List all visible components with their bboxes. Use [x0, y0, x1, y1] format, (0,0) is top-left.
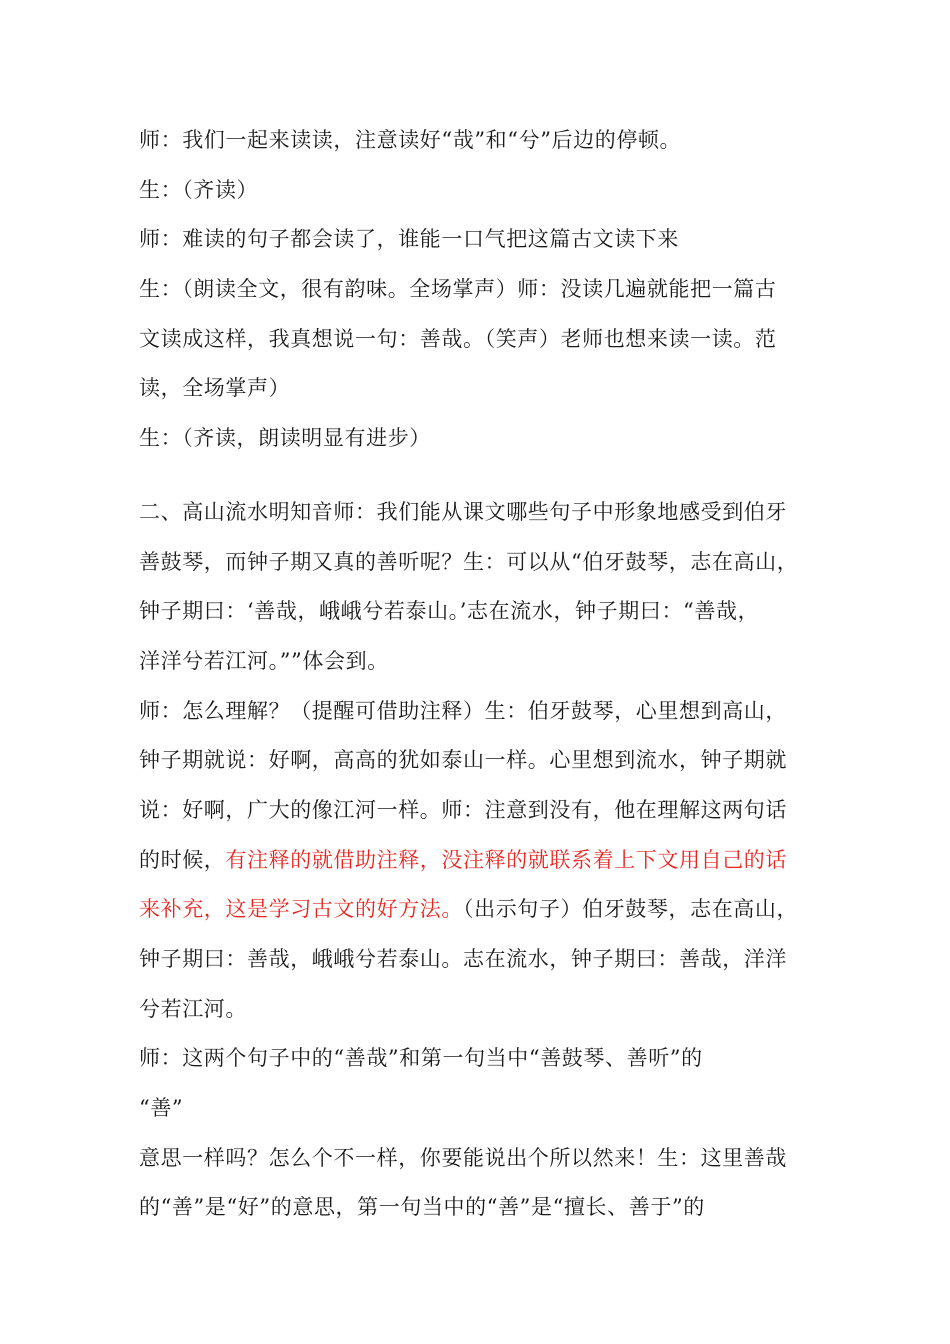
text-line: “善” [139, 1096, 184, 1121]
text-line: 读，全场掌声） [139, 376, 291, 401]
text-line: 师：难读的句子都会读了，谁能一口气把这篇古文读下来 [139, 227, 679, 252]
text-line: 二、高山流水明知音师：我们能从课文哪些句子中形象地感受到伯牙 [139, 499, 787, 524]
text-line: 洋洋兮若江河。””体会到。 [139, 648, 389, 673]
text-line: 师：这两个句子中的“善哉”和第一句当中“善鼓琴、善听”的 [139, 1046, 703, 1071]
paragraph-student-full-reading [139, 265, 829, 414]
text-line: 师：我们一起来读读，注意读好“哉”和“兮”后边的停顿。 [139, 128, 682, 152]
text-line: 钟子期就说：好啊，高高的犹如泰山一样。心里想到流水，钟子期就 [139, 748, 787, 773]
text-line [139, 836, 829, 886]
text-run: （出示句子）伯牙鼓琴，志在高山， [463, 897, 799, 922]
text-line: 兮若江河。 [139, 996, 247, 1021]
text-line: 意思一样吗？怎么个不一样，你要能说出个所以然来！生：这里善哉 [139, 1145, 787, 1170]
text-line: 说：好啊，广大的像江河一样。师：注意到没有，他在理解这两句话 [139, 797, 787, 822]
paragraph-section-two [139, 488, 829, 687]
paragraph-student-reading [139, 166, 829, 216]
text-line: 钟子期曰：善哉，峨峨兮若泰山。志在流水，钟子期曰：善哉，洋洋 [139, 947, 787, 971]
text-line: 善鼓琴，而钟子期又真的善听呢？生：可以从“伯牙鼓琴，志在高山， [139, 549, 799, 574]
paragraph-student-progress [139, 414, 829, 464]
text-line: 文读成这样，我真想说一句：善哉。（笑声）老师也想来读一读。范 [139, 326, 777, 351]
text-line: 钟子期曰：‘善哉，峨峨兮若泰山。’志在流水，钟子期曰：“善哉， [139, 599, 760, 624]
text-line: 师：怎么理解？（提醒可借助注释）生：伯牙鼓琴，心里想到高山， [139, 698, 787, 723]
paragraph-meaning-of-shan [139, 1034, 829, 1233]
text-line [139, 885, 829, 935]
highlighted-text: 来补充，这是学习古文的好方法。 [139, 897, 463, 922]
paragraph-understanding [139, 687, 829, 1035]
text-line: 的“善”是“好”的意思，第一句当中的“善”是“擅长、善于”的 [139, 1195, 705, 1220]
text-line: 生：（朗读全文，很有韵味。全场掌声）师：没读几遍就能把一篇古 [139, 277, 777, 302]
text-run: 的时候， [139, 847, 226, 872]
paragraph-teacher-reading-instruction [139, 116, 829, 166]
paragraph-teacher-challenge [139, 215, 829, 265]
highlighted-text: 有注释的就借助注释，没注释的就联系着上下文用自己的话 [225, 847, 788, 872]
text-line: 生：（齐读） [139, 177, 259, 202]
text-line: 生：（齐读，朗读明显有进步） [139, 426, 431, 451]
document-page [139, 116, 829, 1233]
section-gap [139, 464, 829, 488]
